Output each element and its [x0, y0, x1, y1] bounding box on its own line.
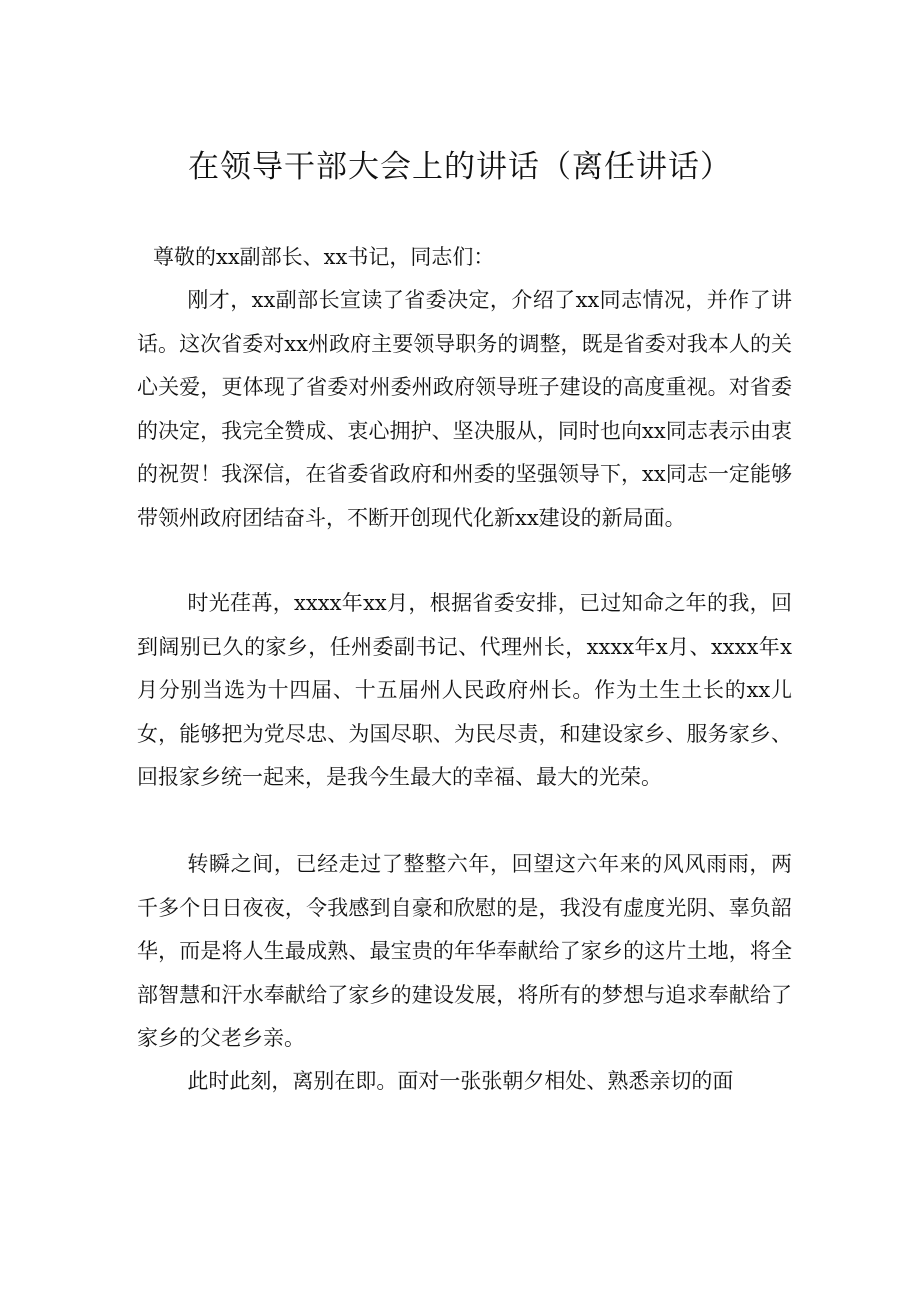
- body-paragraph-1: [137, 279, 792, 540]
- body-paragraph-2: [137, 582, 792, 800]
- paragraph-text: 此时此刻，离别在即。面对一张张朝夕相处、熟悉亲切的面: [187, 1069, 734, 1093]
- paragraph-text: 时光荏苒，xxxx年xx月，根据省委安排，已过知命之年的我，回到阔别已久的家乡，任州委副书记、代理州长，xxxx年x月、xxxx年x月分别当选为十四届、十五届州人民政府州长。作为土生土长的xx儿女，能够把为党尽忠、为国尽职、为民尽责，和建设家乡、服务家乡、回报家乡统一起来，是我今生最大的幸福、最大的光荣。: [137, 591, 792, 789]
- document-title: 在领导干部大会上的讲话（离任讲话）: [188, 149, 732, 185]
- salutation: 尊敬的xx副部长、xx书记，同志们：: [153, 245, 495, 269]
- body-paragraph-4: [137, 1060, 792, 1104]
- body-paragraph-3: [137, 843, 792, 1061]
- paragraph-text: 刚才，xx副部长宣读了省委决定，介绍了xx同志情况，并作了讲话。这次省委对xx州政府主要领导职务的调整，既是省委对我本人的关心关爱，更体现了省委对州委州政府领导班子建设的高度重视。对省委的决定，我完全赞成、衷心拥护、坚决服从，同时也向xx同志表示由衷的祝贺！我深信，在省委省政府和州委的坚强领导下，xx同志一定能够带领州政府团结奋斗，不断开创现代化新xx建设的新局面。: [137, 288, 792, 530]
- paragraph-text: 转瞬之间，已经走过了整整六年，回望这六年来的风风雨雨，两千多个日日夜夜，令我感到自豪和欣慰的是，我没有虚度光阴、辜负韶华，而是将人生最成熟、最宝贵的年华奉献给了家乡的这片土地，将全部智慧和汗水奉献给了家乡的建设发展，将所有的梦想与追求奉献给了家乡的父老乡亲。: [137, 852, 792, 1050]
